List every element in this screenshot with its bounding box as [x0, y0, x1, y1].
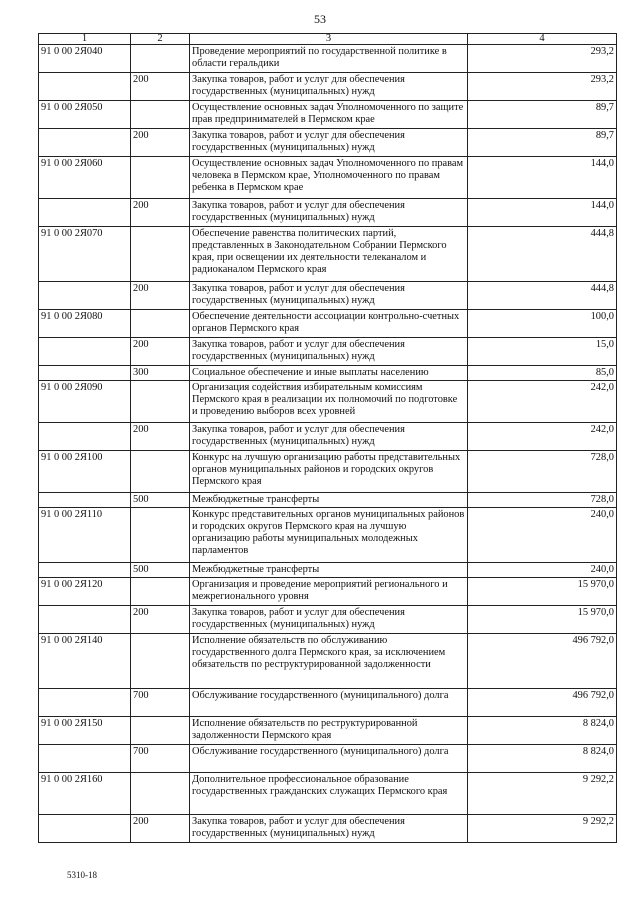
code-cell: 91 0 00 2Я110	[39, 508, 131, 563]
amount-cell: 242,0	[468, 423, 617, 451]
expense-type-cell	[131, 157, 190, 199]
code-cell	[39, 493, 131, 508]
amount-cell: 8 824,0	[468, 745, 617, 773]
code-cell	[39, 338, 131, 366]
table-row	[39, 157, 617, 199]
table-row	[39, 381, 617, 423]
expense-type-cell: 200	[131, 199, 190, 227]
description-cell: Обеспечение равенства политических партий, представленных в Законодательном Собрании Пермского края, при освещении их деятельности телеканалом и радиоканалом Пермского края	[190, 227, 468, 282]
table-row	[39, 773, 617, 815]
amount-cell: 89,7	[468, 129, 617, 157]
column-header: 4	[468, 34, 617, 45]
code-cell	[39, 563, 131, 578]
description-cell: Проведение мероприятий по государственной политике в области геральдики	[190, 45, 468, 73]
amount-cell: 9 292,2	[468, 815, 617, 843]
description-cell: Обслуживание государственного (муниципального) долга	[190, 689, 468, 717]
description-cell: Закупка товаров, работ и услуг для обеспечения государственных (муниципальных) нужд	[190, 129, 468, 157]
amount-cell: 242,0	[468, 381, 617, 423]
amount-cell: 444,8	[468, 282, 617, 310]
description-cell: Закупка товаров, работ и услуг для обеспечения государственных (муниципальных) нужд	[190, 423, 468, 451]
code-cell	[39, 689, 131, 717]
expense-type-cell: 200	[131, 338, 190, 366]
description-cell: Закупка товаров, работ и услуг для обеспечения государственных (муниципальных) нужд	[190, 73, 468, 101]
expense-type-cell: 200	[131, 73, 190, 101]
table-row	[39, 129, 617, 157]
description-cell: Закупка товаров, работ и услуг для обеспечения государственных (муниципальных) нужд	[190, 282, 468, 310]
expense-type-cell: 300	[131, 366, 190, 381]
expense-type-cell	[131, 578, 190, 606]
expense-type-cell	[131, 508, 190, 563]
expense-type-cell: 200	[131, 423, 190, 451]
code-cell	[39, 129, 131, 157]
code-cell	[39, 815, 131, 843]
code-cell: 91 0 00 2Я060	[39, 157, 131, 199]
description-cell: Закупка товаров, работ и услуг для обеспечения государственных (муниципальных) нужд	[190, 338, 468, 366]
table-row	[39, 366, 617, 381]
amount-cell: 15 970,0	[468, 606, 617, 634]
amount-cell: 100,0	[468, 310, 617, 338]
expense-type-cell	[131, 451, 190, 493]
amount-cell: 496 792,0	[468, 689, 617, 717]
amount-cell: 144,0	[468, 199, 617, 227]
table-row	[39, 282, 617, 310]
table-row	[39, 73, 617, 101]
amount-cell: 293,2	[468, 45, 617, 73]
description-cell: Обеспечение деятельности ассоциации контрольно-счетных органов Пермского края	[190, 310, 468, 338]
amount-cell: 9 292,2	[468, 773, 617, 815]
code-cell: 91 0 00 2Я090	[39, 381, 131, 423]
amount-cell: 240,0	[468, 508, 617, 563]
code-cell	[39, 423, 131, 451]
expense-type-cell: 200	[131, 815, 190, 843]
expense-type-cell	[131, 381, 190, 423]
description-cell: Социальное обеспечение и иные выплаты населению	[190, 366, 468, 381]
expense-type-cell	[131, 634, 190, 689]
description-cell: Закупка товаров, работ и услуг для обеспечения государственных (муниципальных) нужд	[190, 815, 468, 843]
description-cell: Обслуживание государственного (муниципального) долга	[190, 745, 468, 773]
column-header: 3	[190, 34, 468, 45]
description-cell: Закупка товаров, работ и услуг для обеспечения государственных (муниципальных) нужд	[190, 199, 468, 227]
code-cell	[39, 366, 131, 381]
table-row	[39, 423, 617, 451]
expense-type-cell: 500	[131, 563, 190, 578]
table-row	[39, 634, 617, 689]
expense-type-cell: 700	[131, 689, 190, 717]
expense-type-cell	[131, 101, 190, 129]
table-row	[39, 563, 617, 578]
table-row	[39, 101, 617, 129]
amount-cell: 444,8	[468, 227, 617, 282]
code-cell: 91 0 00 2Я140	[39, 634, 131, 689]
expense-type-cell: 200	[131, 606, 190, 634]
amount-cell: 293,2	[468, 73, 617, 101]
table-row	[39, 227, 617, 282]
amount-cell: 240,0	[468, 563, 617, 578]
column-header: 1	[39, 34, 131, 45]
code-cell: 91 0 00 2Я120	[39, 578, 131, 606]
code-cell: 91 0 00 2Я100	[39, 451, 131, 493]
table-row	[39, 508, 617, 563]
expense-type-cell	[131, 773, 190, 815]
expense-type-cell: 700	[131, 745, 190, 773]
table-row	[39, 717, 617, 745]
amount-cell: 89,7	[468, 101, 617, 129]
table-row	[39, 338, 617, 366]
expense-type-cell	[131, 45, 190, 73]
table-row	[39, 451, 617, 493]
code-cell	[39, 745, 131, 773]
description-cell: Межбюджетные трансферты	[190, 493, 468, 508]
expense-type-cell	[131, 717, 190, 745]
amount-cell: 85,0	[468, 366, 617, 381]
table-row	[39, 199, 617, 227]
table-row	[39, 493, 617, 508]
code-cell: 91 0 00 2Я050	[39, 101, 131, 129]
table-row	[39, 45, 617, 73]
expense-type-cell: 200	[131, 282, 190, 310]
table-row	[39, 745, 617, 773]
code-cell: 91 0 00 2Я080	[39, 310, 131, 338]
description-cell: Организация и проведение мероприятий регионального и межрегионального уровня	[190, 578, 468, 606]
code-cell: 91 0 00 2Я150	[39, 717, 131, 745]
amount-cell: 15,0	[468, 338, 617, 366]
description-cell: Исполнение обязательств по обслуживанию государственного долга Пермского края, за исключением обязательств по реструктурированной задолженности	[190, 634, 468, 689]
description-cell: Дополнительное профессиональное образование государственных гражданских служащих Пермского края	[190, 773, 468, 815]
footer-code: 5310-18	[67, 870, 97, 880]
amount-cell: 144,0	[468, 157, 617, 199]
table-row	[39, 310, 617, 338]
page-number: 53	[314, 12, 326, 26]
budget-table	[38, 33, 617, 843]
description-cell: Организация содействия избирательным комиссиям Пермского края в реализации их полномочий по подготовке и проведению выборов всех уровней	[190, 381, 468, 423]
table-body	[39, 45, 617, 843]
description-cell: Исполнение обязательств по реструктурированной задолженности Пермского края	[190, 717, 468, 745]
amount-cell: 15 970,0	[468, 578, 617, 606]
code-cell: 91 0 00 2Я070	[39, 227, 131, 282]
expense-type-cell	[131, 227, 190, 282]
amount-cell: 8 824,0	[468, 717, 617, 745]
description-cell: Закупка товаров, работ и услуг для обеспечения государственных (муниципальных) нужд	[190, 606, 468, 634]
expense-type-cell: 500	[131, 493, 190, 508]
table-row	[39, 606, 617, 634]
code-cell	[39, 73, 131, 101]
amount-cell: 728,0	[468, 451, 617, 493]
expense-type-cell	[131, 310, 190, 338]
column-header: 2	[131, 34, 190, 45]
description-cell: Осуществление основных задач Уполномоченного по защите прав предпринимателей в Пермском крае	[190, 101, 468, 129]
code-cell: 91 0 00 2Я040	[39, 45, 131, 73]
table-row	[39, 578, 617, 606]
description-cell: Конкурс на лучшую организацию работы представительных органов муниципальных районов и городских округов Пермского края	[190, 451, 468, 493]
code-cell	[39, 199, 131, 227]
table-row	[39, 689, 617, 717]
description-cell: Межбюджетные трансферты	[190, 563, 468, 578]
code-cell: 91 0 00 2Я160	[39, 773, 131, 815]
expense-type-cell: 200	[131, 129, 190, 157]
header-row	[39, 34, 617, 45]
amount-cell: 728,0	[468, 493, 617, 508]
description-cell: Осуществление основных задач Уполномоченного по правам человека в Пермском крае, Уполномоченного по правам ребенка в Пермском крае	[190, 157, 468, 199]
table-row	[39, 815, 617, 843]
amount-cell: 496 792,0	[468, 634, 617, 689]
code-cell	[39, 282, 131, 310]
code-cell	[39, 606, 131, 634]
description-cell: Конкурс представительных органов муниципальных районов и городских округов Пермского края на лучшую организацию работы муниципальных молодежных парламентов	[190, 508, 468, 563]
